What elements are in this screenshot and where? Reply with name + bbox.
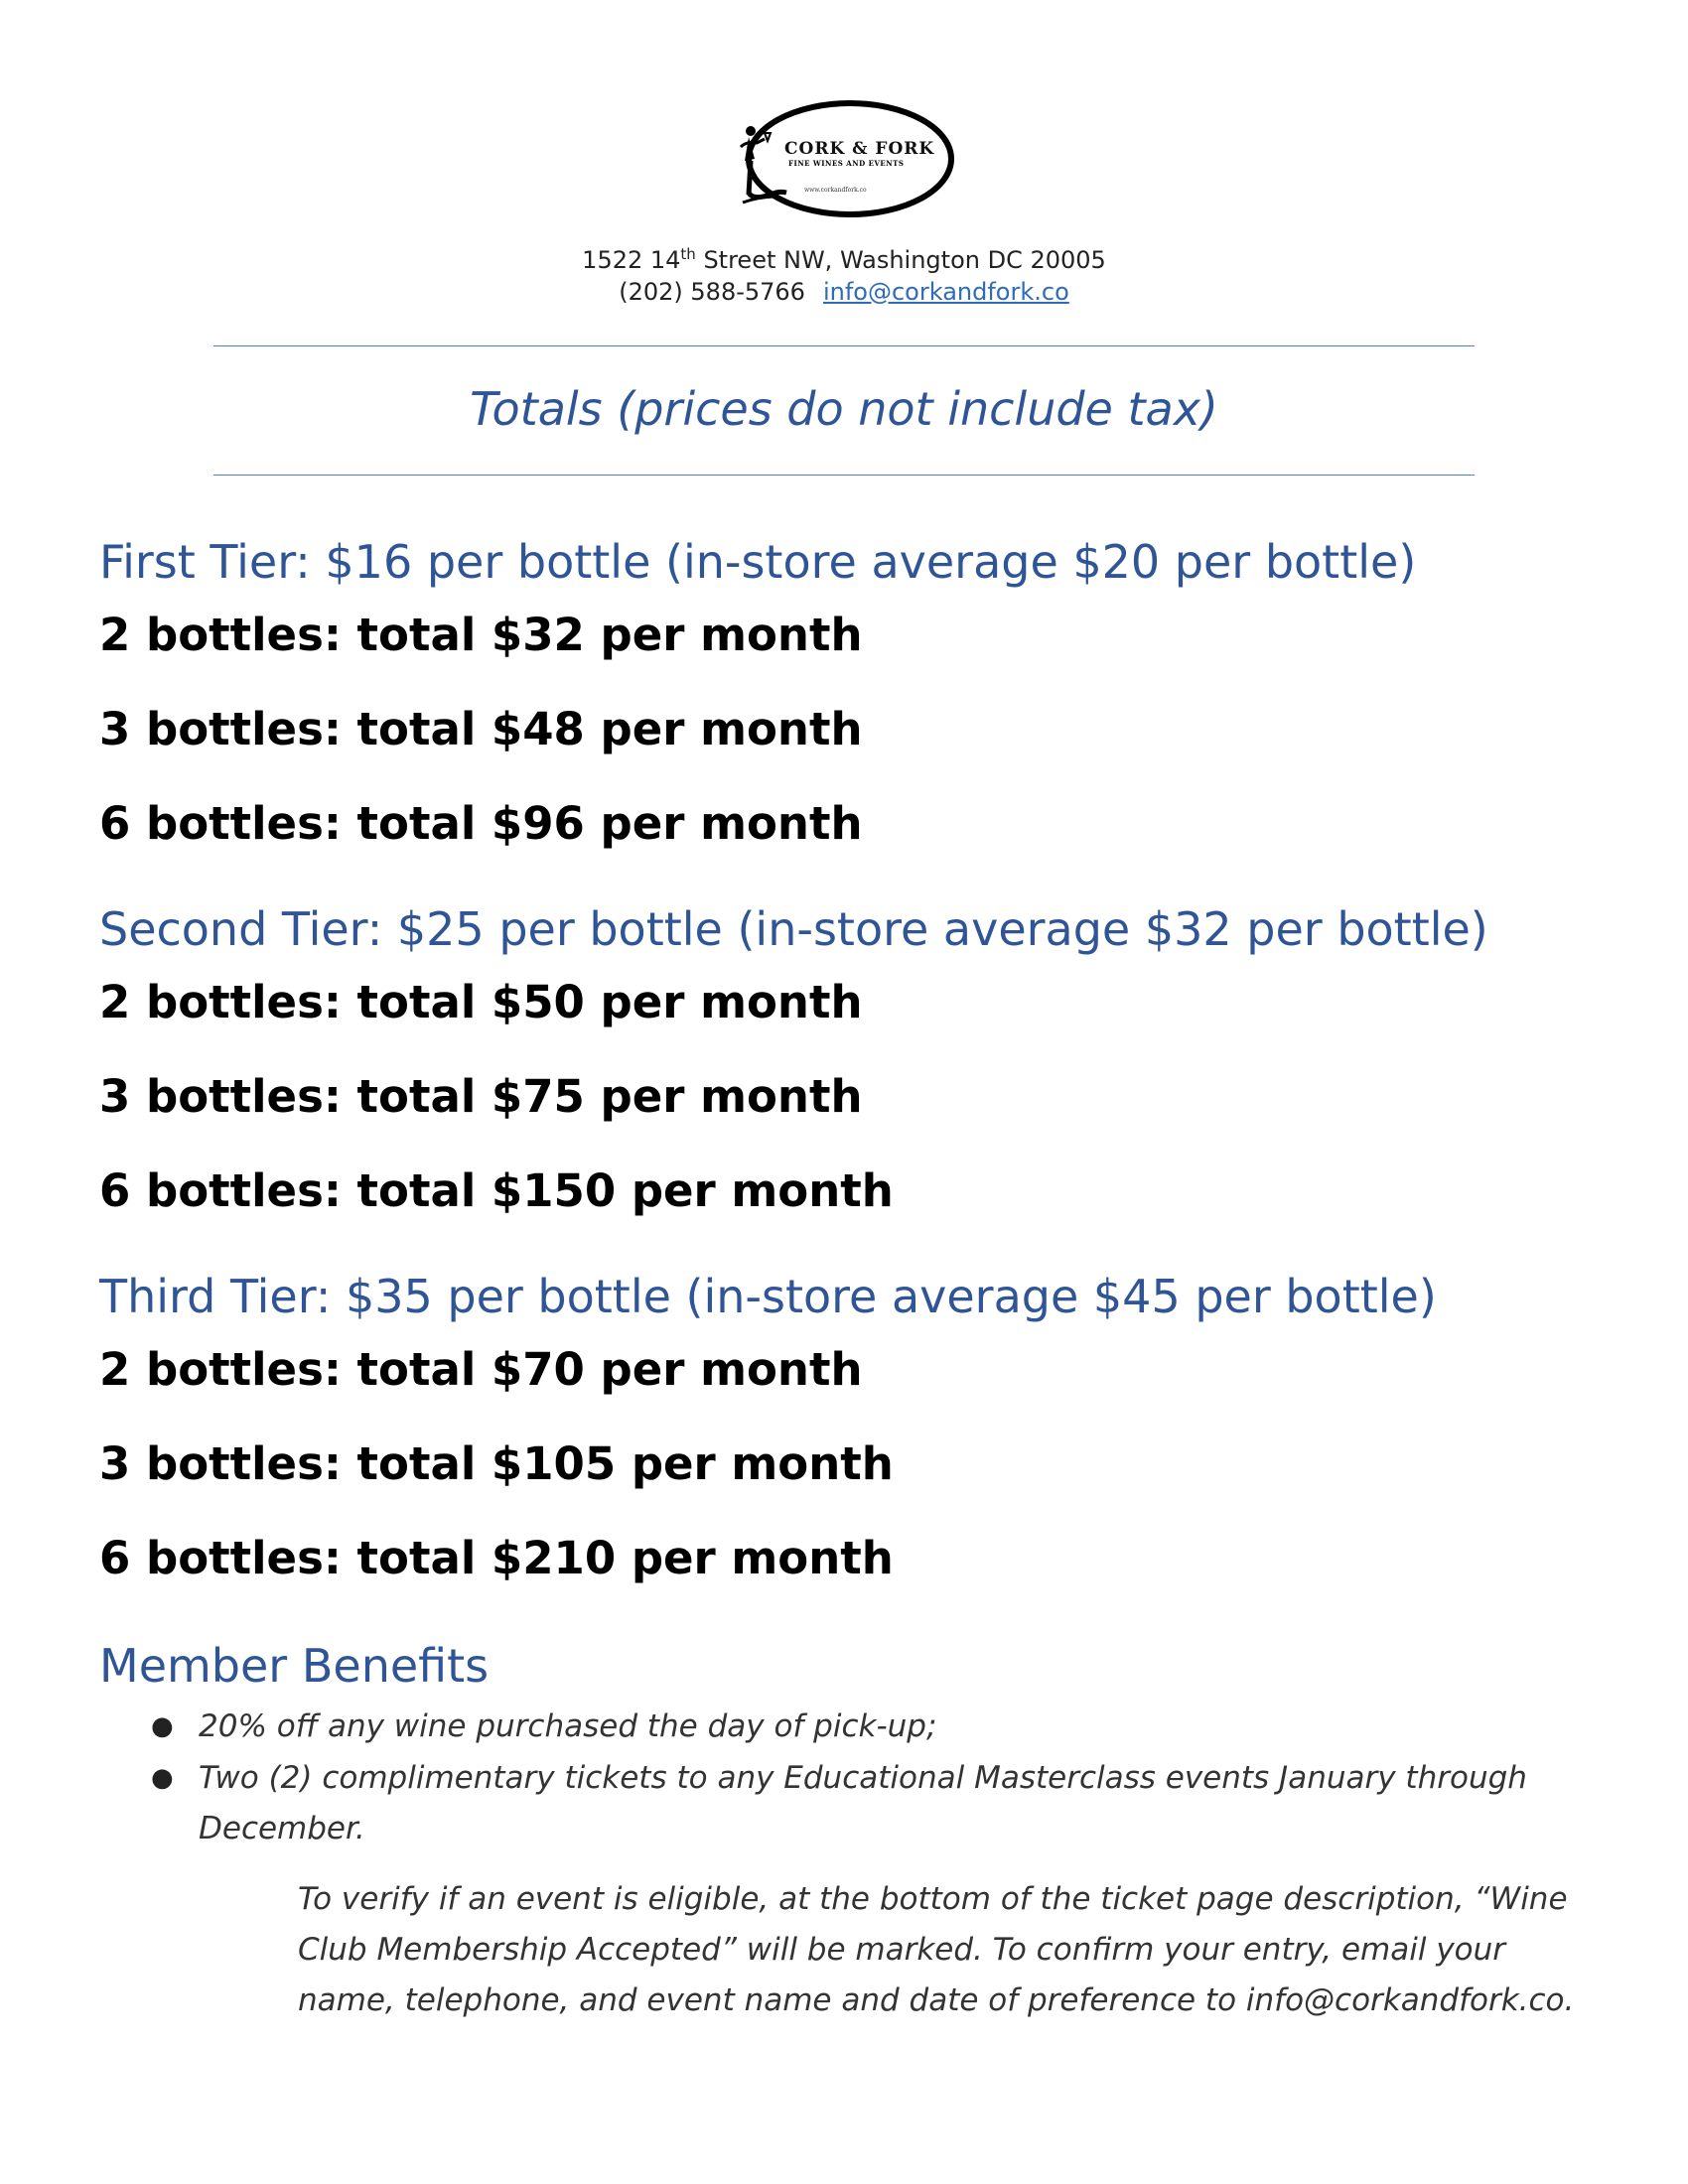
tier-line: 2 bottles: total $70 per month xyxy=(99,1343,863,1396)
email-link[interactable]: info@corkandfork.co xyxy=(822,278,1069,306)
tier-line: 6 bottles: total $150 per month xyxy=(99,1164,894,1217)
bullet-icon: ● xyxy=(151,1763,174,1793)
tier-line: 6 bottles: total $210 per month xyxy=(99,1532,894,1584)
phone-number: (202) 588-5766 xyxy=(619,278,805,306)
store-address xyxy=(0,236,1688,278)
eligibility-note: To verify if an event is eligible, at the bottom of the ticket page description, “Wine Club Membership Accepted” will be marked. To confirm your entry, email your name, telephone, and event name and date of preference to info@corkandfork.co. xyxy=(298,1881,1575,2018)
benefit-item: 20% off any wine purchased the day of pick-up; xyxy=(199,1708,937,1744)
logo-url: www.corkandfork.co xyxy=(804,187,867,194)
benefit-item: Two (2) complimentary tickets to any Educational Masterclass events January through December. xyxy=(199,1760,1527,1846)
top-divider xyxy=(213,345,1475,346)
tier-line: 3 bottles: total $48 per month xyxy=(99,703,863,755)
address-number: 1522 14 xyxy=(582,246,681,274)
bullet-icon: ● xyxy=(151,1711,174,1741)
address-ordinal: th xyxy=(680,245,696,263)
cork-and-fork-logo xyxy=(735,97,955,226)
logo-tagline: FINE WINES AND EVENTS xyxy=(788,159,905,168)
contact-line xyxy=(0,274,1688,310)
tier-heading-first: First Tier: $16 per bottle (in-store average $20 per bottle) xyxy=(99,535,1417,589)
tier-line: 3 bottles: total $75 per month xyxy=(99,1070,863,1123)
tier-line: 2 bottles: total $50 per month xyxy=(99,976,863,1028)
tier-heading-third: Third Tier: $35 per bottle (in-store average $45 per bottle) xyxy=(99,1270,1437,1323)
tier-line: 2 bottles: total $32 per month xyxy=(99,609,863,661)
page-title: Totals (prices do not include tax) xyxy=(470,382,1218,436)
address-street: Street NW, Washington DC 20005 xyxy=(695,246,1106,274)
member-benefits-heading: Member Benefits xyxy=(99,1639,490,1693)
logo-brand-name: CORK & FORK xyxy=(784,139,935,159)
tier-line: 6 bottles: total $96 per month xyxy=(99,797,863,850)
bottom-divider xyxy=(213,475,1475,476)
tier-line: 3 bottles: total $105 per month xyxy=(99,1437,894,1490)
tier-heading-second: Second Tier: $25 per bottle (in-store average $32 per bottle) xyxy=(99,902,1488,956)
logo-text xyxy=(784,139,953,169)
